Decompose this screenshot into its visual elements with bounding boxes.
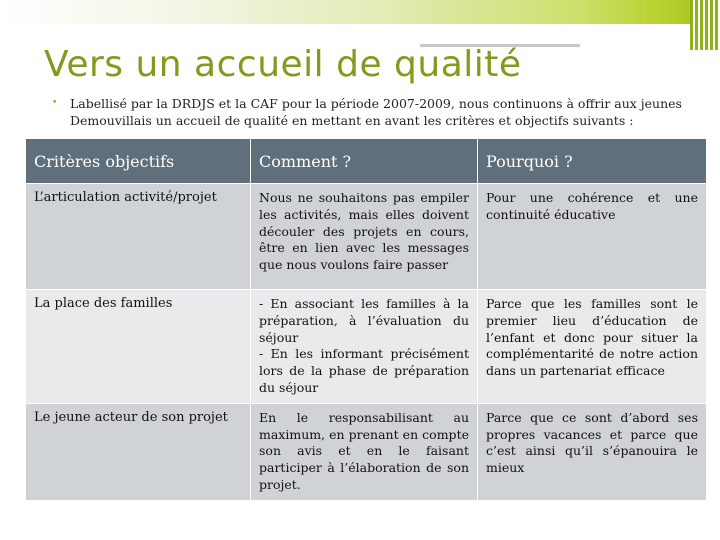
cell-critere: La place des familles [26, 290, 251, 404]
table-row [26, 403, 707, 500]
cell-comment [251, 184, 478, 290]
intro-paragraph [52, 95, 692, 129]
cell-pourquoi: Pour une cohérence et une continuité éducative [478, 184, 707, 290]
comment-line: - En associant les familles à la préparation, à l’évaluation du séjour [259, 296, 469, 345]
comment-line: Nous ne souhaitons pas empiler les activités, mais elles doivent découler des projets en cours, être en lien avec les messages que nous voulons faire passer [259, 190, 469, 273]
slide-title: Vers un accueil de qualité [44, 44, 522, 85]
cell-critere: L’articulation activité/projet [26, 184, 251, 290]
bullet-icon: • [52, 98, 58, 108]
table-row [26, 184, 707, 290]
decorative-stripes [690, 0, 720, 50]
cell-comment [251, 290, 478, 404]
header-comment: Comment ? [251, 139, 478, 184]
decorative-top-band [0, 0, 720, 24]
cell-pourquoi: Parce que les familles sont le premier lieu d’éducation de l’enfant et donc pour situer la complémentarité de notre action dans un partenariat efficace [478, 290, 707, 404]
criteria-table [25, 138, 707, 501]
comment-line: - En les informant précisément lors de la phase de préparation du séjour [259, 346, 469, 395]
table-header-row [26, 139, 707, 184]
cell-comment [251, 403, 478, 500]
comment-line: En le responsabilisant au maximum, en prenant en compte son avis et en le faisant participer à l’élaboration de son projet. [259, 409, 469, 492]
cell-critere: Le jeune acteur de son projet [26, 403, 251, 500]
header-pourquoi: Pourquoi ? [478, 139, 707, 184]
header-criteres: Critères objectifs [26, 139, 251, 184]
table-row [26, 290, 707, 404]
cell-pourquoi: Parce que ce sont d’abord ses propres vacances et parce que c’est ainsi qu’il s’épanouira le mieux [478, 403, 707, 500]
intro-text: Labellisé par la DRDJS et la CAF pour la période 2007-2009, nous continuons à offrir aux jeunes Demouvillais un accueil de qualité en mettant en avant les critères et objectifs suivants : [70, 96, 682, 128]
